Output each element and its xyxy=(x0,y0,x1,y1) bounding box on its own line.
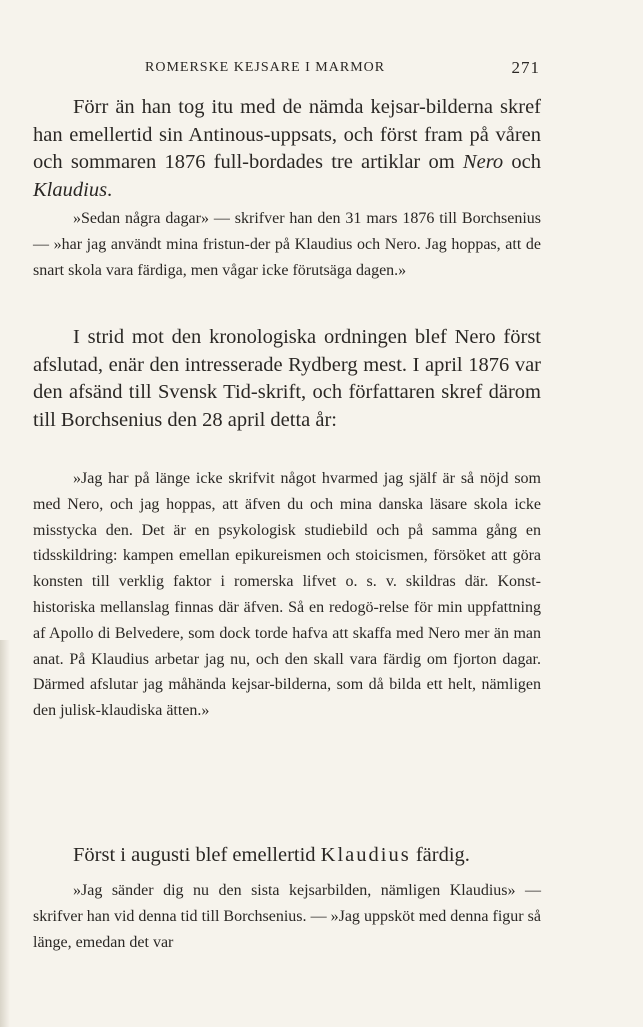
quote-2 xyxy=(33,466,541,724)
running-title: ROMERSKE KEJSARE I MARMOR xyxy=(145,60,386,75)
quote-1-text: »Sedan några dagar» — skrifver han den 31 mars 1876 till Borchsenius — »har jag användt mina fristun-der på Klaudius och Nero. Jag hoppas, att de snart skola vara färdiga, men vågar icke förutsäga dagen.» xyxy=(33,210,541,279)
quote-2-text: »Jag har på länge icke skrifvit något hvarmed jag själf är så nöjd som med Nero, och jag hoppas, att äfven du och mina danska läsare skola icke misstycka den. Det är en psykologisk studiebild och på samma gång en tidsskildring: kampen emellan epikureismen och stoicismen, försöket att göra konsten till verklig faktor i romerska lifvet o. s. v. skildras där. Konst-historiska mellanslag finnas där äfven. Så en redogö-relse för min uppfattning af Apollo di Belvedere, som dock torde hafva att skaffa med Nero mer än man anat. På Klaudius arbetar jag nu, och den skall vara färdig om fjorton dagar. Därmed afslutar jag måhända kejsar-bilderna, som då bilda ett helt, nämligen den julisk-klaudiska ätten.» xyxy=(33,470,541,720)
paragraph-3-end: färdig. xyxy=(410,844,470,866)
nero-title: Nero xyxy=(462,151,504,173)
paragraph-1-conjunction: och xyxy=(503,151,542,173)
quote-1 xyxy=(33,206,541,283)
quote-3-text: »Jag sänder dig nu den sista kejsarbilden, nämligen Klaudius» — skrifver han vid denna tid till Borchsenius. — »Jag uppsköt med denna figur så länge, emedan det var xyxy=(33,882,541,951)
paragraph-3-text: Först i augusti blef emellertid xyxy=(73,844,321,866)
paragraph-3 xyxy=(33,842,541,870)
paragraph-2-text: I strid mot den kronologiska ordningen blef Nero först afslutad, enär den intresserade Rydberg mest. I april 1876 var den afsänd till Svensk Tid-skrift, och författaren skref därom till Borchsenius den 28 april detta år: xyxy=(33,326,541,431)
quote-3 xyxy=(33,878,541,955)
klaudius-spaced: Klaudius xyxy=(320,844,411,866)
page-number: 271 xyxy=(511,58,540,77)
page-spine-shadow xyxy=(0,640,10,1027)
paragraph-1-text: Förr än han tog itu med de nämda kejsar-bilderna skref han emellertid sin Antinous-uppsats, och först fram på våren och sommaren 1876 full-bordades tre artiklar om xyxy=(33,96,541,173)
paragraph-1 xyxy=(33,94,541,204)
paragraph-1-end: . xyxy=(107,178,113,201)
paragraph-2 xyxy=(33,324,541,434)
page-header xyxy=(0,58,643,80)
klaudius-title: Klaudius xyxy=(33,178,108,201)
